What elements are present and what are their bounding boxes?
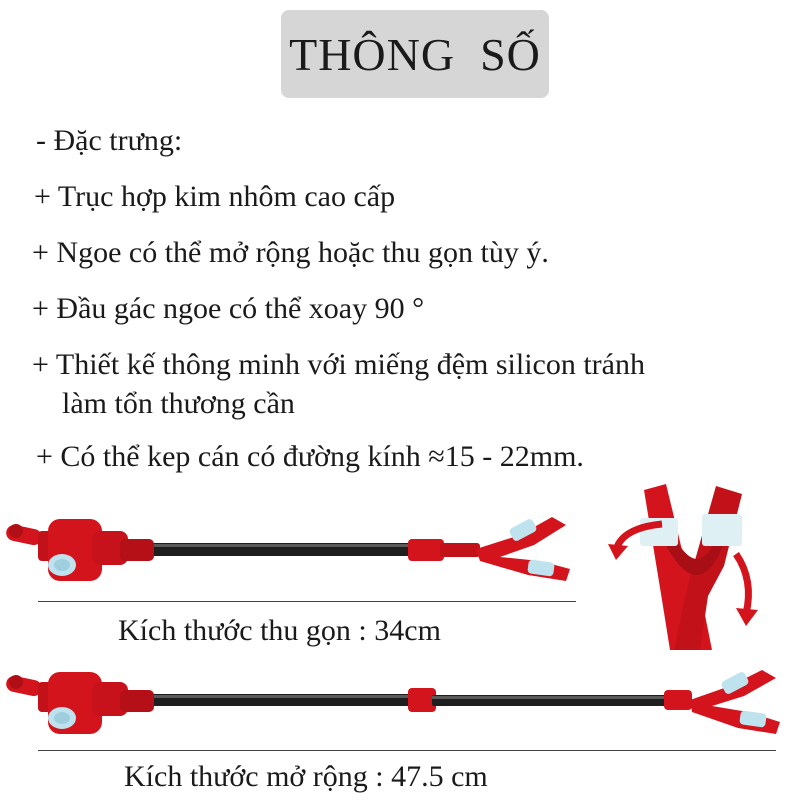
divider [38, 750, 776, 751]
features-heading: - Đặc trưng: [36, 124, 183, 157]
extended-size-caption: Kích thước mở rộng : 47.5 cm [124, 760, 488, 793]
feature-item: + Đầu gác ngoe có thể xoay 90 ° [32, 292, 425, 325]
feature-item: + Có thể kep cán có đường kính ≈15 - 22mm. [36, 440, 584, 473]
page-title: THÔNG SỐ [289, 28, 541, 80]
rotating-head-image [604, 480, 796, 652]
collapsed-rest-image [0, 505, 590, 595]
extended-rest-image [0, 664, 790, 748]
title-box [281, 10, 549, 98]
collapsed-size-caption: Kích thước thu gọn : 34cm [118, 614, 441, 647]
feature-item-continuation: làm tổn thương cần [62, 387, 295, 420]
feature-item: + Trục hợp kim nhôm cao cấp [34, 180, 396, 213]
divider [38, 601, 576, 602]
feature-item: + Ngoe có thể mở rộng hoặc thu gọn tùy ý. [32, 236, 549, 269]
feature-item: + Thiết kế thông minh với miếng đệm silicon tránh [32, 348, 645, 381]
